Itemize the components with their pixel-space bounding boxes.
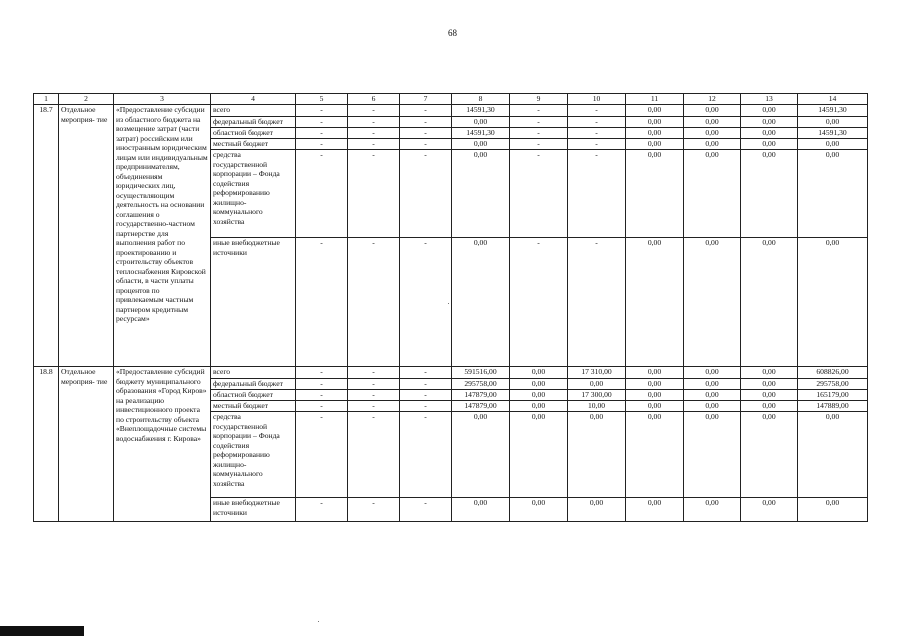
amount-cell: 0,00 — [626, 117, 684, 128]
amount-cell: 0,00 — [798, 117, 868, 128]
amount-cell: 0,00 — [568, 498, 626, 522]
column-header: 1 — [34, 94, 59, 105]
amount-cell: 295758,00 — [452, 379, 510, 390]
amount-cell: 0,00 — [626, 367, 684, 379]
header-row — [34, 94, 868, 105]
amount-cell: - — [510, 117, 568, 128]
amount-cell: 147879,00 — [452, 390, 510, 401]
amount-cell: 0,00 — [510, 401, 568, 412]
amount-cell: 0,00 — [741, 150, 798, 238]
item-type: Отдельное мероприя- тие — [59, 367, 114, 522]
amount-cell: - — [400, 238, 452, 367]
amount-cell: 0,00 — [684, 139, 741, 150]
amount-cell: 0,00 — [798, 498, 868, 522]
funding-source: местный бюджет — [211, 139, 296, 150]
amount-cell: - — [348, 390, 400, 401]
amount-cell: 0,00 — [568, 412, 626, 498]
amount-cell: - — [348, 401, 400, 412]
amount-cell: 0,00 — [452, 412, 510, 498]
amount-cell: 0,00 — [626, 150, 684, 238]
funding-source: средства государственной корпорации – Фонда содействия реформированию жилищно-коммунального хозяйства — [211, 150, 296, 238]
amount-cell: 14591,30 — [798, 105, 868, 117]
column-header: 14 — [798, 94, 868, 105]
funding-source: местный бюджет — [211, 401, 296, 412]
amount-cell: - — [296, 367, 348, 379]
amount-cell: - — [568, 150, 626, 238]
amount-cell: - — [296, 128, 348, 139]
amount-cell: 0,00 — [452, 139, 510, 150]
amount-cell: - — [510, 139, 568, 150]
amount-cell: 0,00 — [741, 117, 798, 128]
column-header: 6 — [348, 94, 400, 105]
amount-cell: - — [296, 150, 348, 238]
amount-cell: - — [400, 379, 452, 390]
amount-cell: - — [400, 412, 452, 498]
amount-cell: 14591,30 — [452, 105, 510, 117]
amount-cell: - — [348, 412, 400, 498]
amount-cell: 0,00 — [510, 367, 568, 379]
amount-cell: - — [510, 238, 568, 367]
column-header: 3 — [114, 94, 211, 105]
amount-cell: - — [510, 150, 568, 238]
column-header: 8 — [452, 94, 510, 105]
amount-cell: - — [296, 105, 348, 117]
amount-cell: - — [568, 117, 626, 128]
amount-cell: 591516,00 — [452, 367, 510, 379]
amount-cell: 0,00 — [741, 412, 798, 498]
funding-source: областной бюджет — [211, 390, 296, 401]
amount-cell: 0,00 — [510, 412, 568, 498]
amount-cell: - — [296, 117, 348, 128]
amount-cell: - — [296, 379, 348, 390]
amount-cell: 0,00 — [741, 128, 798, 139]
amount-cell: - — [348, 498, 400, 522]
column-header: 12 — [684, 94, 741, 105]
amount-cell: 147889,00 — [798, 401, 868, 412]
column-header: 2 — [59, 94, 114, 105]
item-number: 18.7 — [34, 105, 59, 367]
amount-cell: 0,00 — [510, 379, 568, 390]
amount-cell: 0,00 — [684, 367, 741, 379]
column-header: 9 — [510, 94, 568, 105]
amount-cell: 17 310,00 — [568, 367, 626, 379]
column-header: 11 — [626, 94, 684, 105]
scan-speck — [448, 303, 449, 304]
amount-cell: - — [568, 238, 626, 367]
amount-cell: - — [296, 238, 348, 367]
column-header: 7 — [400, 94, 452, 105]
amount-cell: - — [400, 367, 452, 379]
amount-cell: - — [296, 139, 348, 150]
amount-cell: 0,00 — [452, 117, 510, 128]
funding-source: областной бюджет — [211, 128, 296, 139]
table-row — [34, 105, 868, 117]
amount-cell: 0,00 — [626, 401, 684, 412]
amount-cell: 0,00 — [684, 128, 741, 139]
amount-cell: 147879,00 — [452, 401, 510, 412]
item-description: «Предоставление субсидий бюджету муниципального образования «Город Киров» на реализацию инвестиционного проекта по строительству объекта «Внеплощадочные системы водоснабжения г. Кирова» — [114, 367, 211, 522]
item-number: 18.8 — [34, 367, 59, 522]
amount-cell: 0,00 — [741, 498, 798, 522]
amount-cell: 0,00 — [626, 139, 684, 150]
item-description: «Предоставление субсидии из областного бюджета на возмещение затрат (части затрат) российским или иностранным юридическим лицам или индивидуальным предпринимателям, объединениям юридических лиц, осуществляющим деятельность на основании соглашения о государственно-частном партнерстве для выполнения работ по проектированию и строительству объектов теплоснабжения Кировской области, в части уплаты процентов по привлекаемым частным партнером кредитным ресурсам» — [114, 105, 211, 367]
amount-cell: 0,00 — [626, 390, 684, 401]
amount-cell: - — [348, 117, 400, 128]
amount-cell: - — [400, 117, 452, 128]
amount-cell: 0,00 — [741, 105, 798, 117]
amount-cell: 0,00 — [684, 412, 741, 498]
amount-cell: - — [400, 150, 452, 238]
amount-cell: - — [400, 139, 452, 150]
amount-cell: 0,00 — [684, 379, 741, 390]
amount-cell: 0,00 — [626, 105, 684, 117]
item-type: Отдельное мероприя- тие — [59, 105, 114, 367]
amount-cell: 0,00 — [798, 150, 868, 238]
amount-cell: - — [348, 367, 400, 379]
amount-cell: 14591,30 — [798, 128, 868, 139]
amount-cell: 165179,00 — [798, 390, 868, 401]
amount-cell: - — [348, 150, 400, 238]
amount-cell: 0,00 — [626, 412, 684, 498]
amount-cell: 10,00 — [568, 401, 626, 412]
amount-cell: 0,00 — [568, 379, 626, 390]
amount-cell: 0,00 — [684, 117, 741, 128]
amount-cell: 17 300,00 — [568, 390, 626, 401]
amount-cell: - — [568, 105, 626, 117]
amount-cell: 0,00 — [510, 498, 568, 522]
amount-cell: 0,00 — [452, 238, 510, 367]
amount-cell: - — [296, 401, 348, 412]
amount-cell: 0,00 — [684, 401, 741, 412]
amount-cell: 0,00 — [741, 401, 798, 412]
column-header: 5 — [296, 94, 348, 105]
scan-artifact-bar — [0, 626, 84, 636]
amount-cell: - — [400, 105, 452, 117]
amount-cell: - — [400, 401, 452, 412]
amount-cell: 0,00 — [626, 379, 684, 390]
amount-cell: - — [348, 238, 400, 367]
amount-cell: - — [400, 128, 452, 139]
funding-source: средства государственной корпорации – Фонда содействия реформированию жилищно-коммунального хозяйства — [211, 412, 296, 498]
amount-cell: - — [510, 128, 568, 139]
budget-table — [33, 93, 868, 522]
amount-cell: - — [348, 379, 400, 390]
scan-speck — [318, 621, 319, 622]
amount-cell: - — [400, 390, 452, 401]
amount-cell: 0,00 — [798, 139, 868, 150]
amount-cell: 0,00 — [741, 379, 798, 390]
amount-cell: 608826,00 — [798, 367, 868, 379]
funding-source: иные внебюджетные источники — [211, 238, 296, 367]
amount-cell: - — [348, 128, 400, 139]
amount-cell: 0,00 — [684, 105, 741, 117]
amount-cell: - — [348, 139, 400, 150]
amount-cell: 0,00 — [684, 390, 741, 401]
amount-cell: 0,00 — [741, 139, 798, 150]
amount-cell: - — [510, 105, 568, 117]
amount-cell: 0,00 — [626, 238, 684, 367]
column-header: 4 — [211, 94, 296, 105]
amount-cell: 0,00 — [741, 390, 798, 401]
amount-cell: 0,00 — [626, 128, 684, 139]
page-number: 68 — [448, 28, 457, 38]
amount-cell: - — [296, 498, 348, 522]
amount-cell: 0,00 — [798, 412, 868, 498]
amount-cell: - — [296, 390, 348, 401]
column-header: 10 — [568, 94, 626, 105]
funding-source: федеральный бюджет — [211, 379, 296, 390]
amount-cell: 0,00 — [510, 390, 568, 401]
amount-cell: 0,00 — [684, 238, 741, 367]
funding-source: иные внебюджетные источники — [211, 498, 296, 522]
amount-cell: 0,00 — [741, 238, 798, 367]
amount-cell: - — [568, 128, 626, 139]
amount-cell: 0,00 — [798, 238, 868, 367]
amount-cell: 0,00 — [452, 498, 510, 522]
funding-source: всего — [211, 367, 296, 379]
amount-cell: - — [348, 105, 400, 117]
table-row — [34, 367, 868, 379]
column-header: 13 — [741, 94, 798, 105]
amount-cell: - — [568, 139, 626, 150]
amount-cell: - — [400, 498, 452, 522]
amount-cell: 0,00 — [626, 498, 684, 522]
funding-source: федеральный бюджет — [211, 117, 296, 128]
amount-cell: - — [296, 412, 348, 498]
funding-source: всего — [211, 105, 296, 117]
amount-cell: 0,00 — [741, 367, 798, 379]
amount-cell: 295758,00 — [798, 379, 868, 390]
amount-cell: 0,00 — [452, 150, 510, 238]
amount-cell: 0,00 — [684, 498, 741, 522]
amount-cell: 14591,30 — [452, 128, 510, 139]
amount-cell: 0,00 — [684, 150, 741, 238]
